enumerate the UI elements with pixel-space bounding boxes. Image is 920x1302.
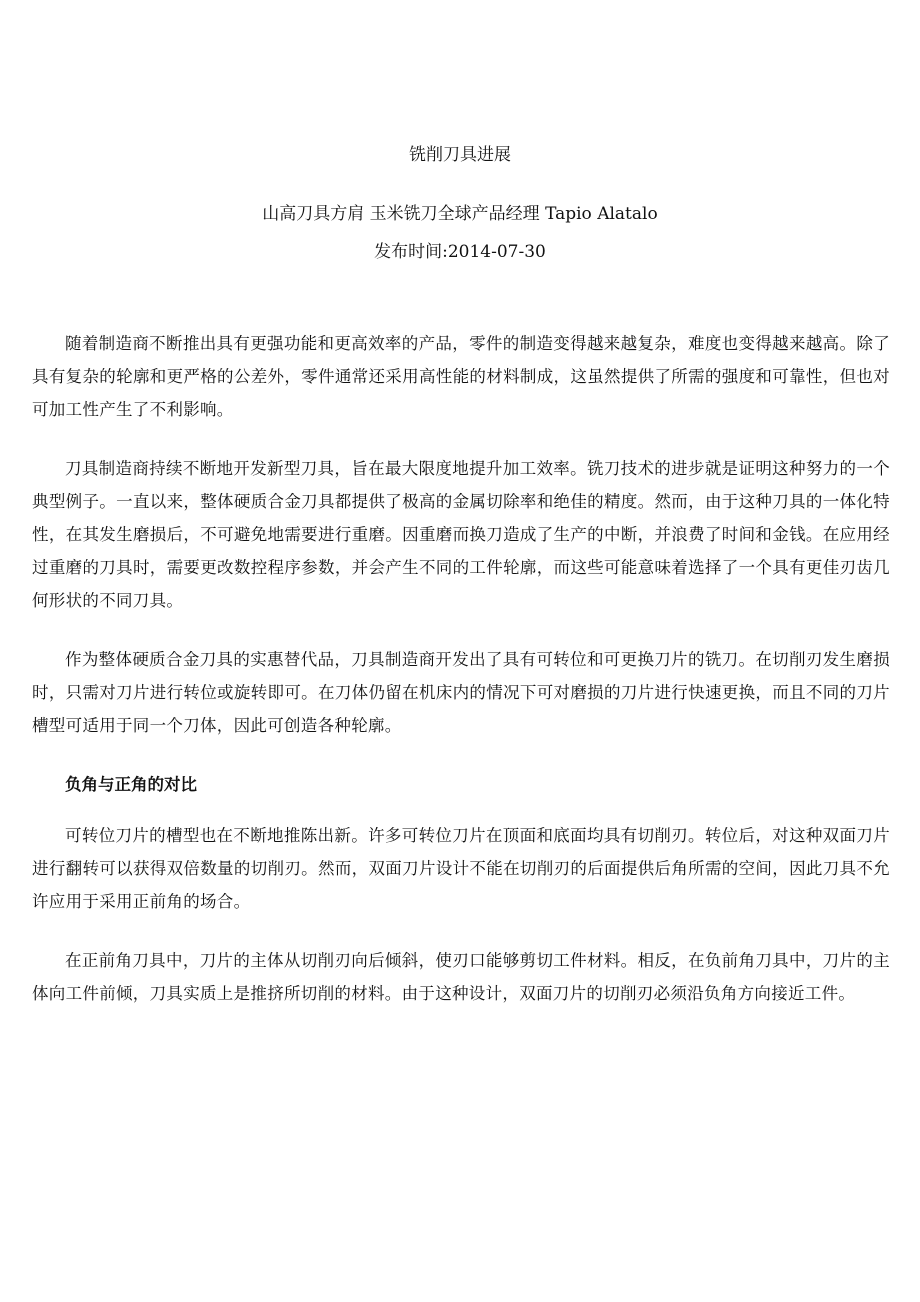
article-body <box>32 327 890 1036</box>
paragraph-2: 刀具制造商持续不断地开发新型刀具，旨在最大限度地提升加工效率。铣刀技术的进步就是证明这种努力的一个典型例子。一直以来，整体硬质合金刀具都提供了极高的金属切除率和绝佳的精度。然而，由于这种刀具的一体化特性，在其发生磨损后，不可避免地需要进行重磨。因重磨而换刀造成了生产的中断，并浪费了时间和金钱。在应用经过重磨的刀具时，需要更改数控程序参数，并会产生不同的工件轮廓，而这些可能意味着选择了一个具有更佳刃齿几何形状的不同刀具。 <box>32 459 890 610</box>
section-paragraph-2: 在正前角刀具中，刀片的主体从切削刃向后倾斜，使刃口能够剪切工件材料。相反，在负前角刀具中，刀片的主体向工件前倾，刀具实质上是推挤所切削的材料。由于这种设计，双面刀片的切削刃必须沿负角方向接近工件。 <box>32 951 890 1003</box>
section-heading: 负角与正角的对比 <box>65 775 197 794</box>
publish-date: 发布时间:2014-07-30 <box>374 242 546 262</box>
paragraph-3: 作为整体硬质合金刀具的实惠替代品，刀具制造商开发出了具有可转位和可更换刀片的铣刀。在切削刃发生磨损时，只需对刀片进行转位或旋转即可。在刀体仍留在机床内的情况下可对磨损的刀片进行快速更换，而且不同的刀片槽型可适用于同一个刀体，因此可创造各种轮廓。 <box>32 650 890 735</box>
section-paragraph-1: 可转位刀片的槽型也在不断地推陈出新。许多可转位刀片在顶面和底面均具有切削刃。转位后，对这种双面刀片进行翻转可以获得双倍数量的切削刃。然而，双面刀片设计不能在切削刃的后面提供后角所需的空间，因此刀具不允许应用于采用正前角的场合。 <box>32 826 890 911</box>
paragraph-1: 随着制造商不断推出具有更强功能和更高效率的产品，零件的制造变得越来越复杂，难度也变得越来越高。除了具有复杂的轮廓和更严格的公差外，零件通常还采用高性能的材料制成，这虽然提供了所需的强度和可靠性，但也对可加工性产生了不利影响。 <box>32 334 890 419</box>
document-title: 铣削刀具进展 <box>409 145 511 165</box>
author-byline: 山高刀具方肩 玉米铣刀全球产品经理 Tapio Alatalo <box>262 204 658 224</box>
